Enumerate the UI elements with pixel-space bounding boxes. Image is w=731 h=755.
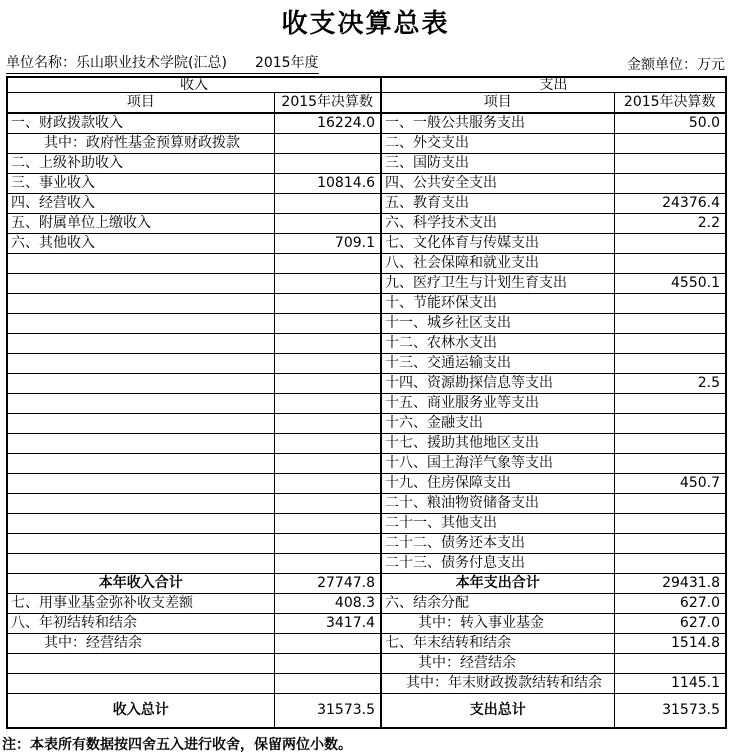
income-item-cell <box>7 354 274 374</box>
income-value-cell <box>274 314 381 334</box>
income-item-column-header: 项目 <box>7 93 274 114</box>
income-section-header: 收入 <box>7 77 381 93</box>
income-value-cell: 16224.0 <box>274 113 381 134</box>
table-row <box>7 654 726 674</box>
table-row <box>7 214 726 234</box>
final-accounts-table <box>6 76 727 729</box>
income-value-cell <box>274 274 381 294</box>
income-value-cell <box>274 674 381 694</box>
unit-and-year <box>6 52 319 74</box>
expense-value-cell: 627.0 <box>614 594 726 614</box>
income-item-cell <box>7 394 274 414</box>
expense-item-cell: 十四、资源勘探信息等支出 <box>381 374 614 394</box>
expense-item-cell: 十、节能环保支出 <box>381 294 614 314</box>
income-item-cell: 二、上级补助收入 <box>7 154 274 174</box>
expense-item-cell: 其中：年末财政拨款结转和结余 <box>381 674 614 694</box>
income-value-cell: 709.1 <box>274 234 381 254</box>
table-row <box>7 394 726 414</box>
income-value-cell <box>274 474 381 494</box>
expense-value-cell <box>614 234 726 254</box>
income-value-cell <box>274 214 381 234</box>
table-row <box>7 414 726 434</box>
table-row <box>7 174 726 194</box>
expense-item-cell: 二十三、债务付息支出 <box>381 554 614 574</box>
expense-value-cell: 1145.1 <box>614 674 726 694</box>
income-value-cell <box>274 134 381 154</box>
unit-name-label: 单位名称：乐山职业技术学院(汇总) <box>6 55 227 71</box>
income-item-cell <box>7 314 274 334</box>
expense-value-cell <box>614 434 726 454</box>
expense-value-cell <box>614 554 726 574</box>
income-value-cell: 31573.5 <box>274 694 381 729</box>
expense-value-cell: 24376.4 <box>614 194 726 214</box>
table-row <box>7 474 726 494</box>
table-row <box>7 374 726 394</box>
table-row <box>7 594 726 614</box>
income-value-cell <box>274 534 381 554</box>
table-row <box>7 254 726 274</box>
expense-item-cell: 十三、交通运输支出 <box>381 354 614 374</box>
expense-value-cell <box>614 394 726 414</box>
expense-item-cell: 四、公共安全支出 <box>381 174 614 194</box>
expense-value-cell <box>614 454 726 474</box>
table-row <box>7 434 726 454</box>
expense-value-cell <box>614 334 726 354</box>
amount-unit-label: 金额单位：万元 <box>627 57 725 73</box>
expense-value-cell: 2.5 <box>614 374 726 394</box>
expense-value-cell: 450.7 <box>614 474 726 494</box>
income-value-cell: 408.3 <box>274 594 381 614</box>
expense-item-cell: 十七、援助其他地区支出 <box>381 434 614 454</box>
income-value-cell: 10814.6 <box>274 174 381 194</box>
expense-value-cell: 627.0 <box>614 614 726 634</box>
table-row <box>7 634 726 654</box>
income-value-cell <box>274 434 381 454</box>
expense-item-cell: 十二、农林水支出 <box>381 334 614 354</box>
expense-value-cell: 1514.8 <box>614 634 726 654</box>
income-value-cell <box>274 334 381 354</box>
expense-value-cell <box>614 534 726 554</box>
expense-item-cell: 三、国防支出 <box>381 154 614 174</box>
income-item-cell: 六、其他收入 <box>7 234 274 254</box>
table-row <box>7 134 726 154</box>
income-value-cell <box>274 554 381 574</box>
section-header-row <box>7 77 726 93</box>
meta-line <box>6 54 725 74</box>
table-row <box>7 234 726 254</box>
expense-value-cell <box>614 294 726 314</box>
footnote: 注：本表所有数据按四舍五入进行收舍，保留两位小数。 <box>2 737 352 753</box>
income-item-cell: 七、用事业基金弥补收支差额 <box>7 594 274 614</box>
expense-item-cell: 十五、商业服务业等支出 <box>381 394 614 414</box>
income-value-cell <box>274 494 381 514</box>
income-item-cell: 其中：政府性基金预算财政拨款 <box>7 134 274 154</box>
table-row <box>7 113 726 134</box>
income-item-cell <box>7 274 274 294</box>
expense-item-column-header: 项目 <box>381 93 614 114</box>
table-row <box>7 454 726 474</box>
income-item-cell <box>7 454 274 474</box>
expense-value-cell <box>614 654 726 674</box>
income-item-cell: 五、附属单位上缴收入 <box>7 214 274 234</box>
table-row <box>7 614 726 634</box>
table-row <box>7 674 726 694</box>
income-item-cell <box>7 414 274 434</box>
expense-item-cell: 九、医疗卫生与计划生育支出 <box>381 274 614 294</box>
income-value-cell <box>274 374 381 394</box>
expense-value-column-header: 2015年决算数 <box>614 93 726 114</box>
table-row <box>7 294 726 314</box>
expense-item-cell: 十九、住房保障支出 <box>381 474 614 494</box>
expense-item-cell: 七、年末结转和结余 <box>381 634 614 654</box>
expense-value-cell: 29431.8 <box>614 574 726 594</box>
expense-item-cell: 其中：转入事业基金 <box>381 614 614 634</box>
income-value-cell <box>274 654 381 674</box>
income-item-cell: 三、事业收入 <box>7 174 274 194</box>
income-value-cell <box>274 634 381 654</box>
table-body <box>7 77 726 728</box>
expense-value-cell <box>614 174 726 194</box>
income-item-cell <box>7 434 274 454</box>
income-item-cell <box>7 254 274 274</box>
income-value-cell <box>274 394 381 414</box>
income-item-cell <box>7 654 274 674</box>
expense-item-cell: 十八、国土海洋气象等支出 <box>381 454 614 474</box>
income-value-cell <box>274 154 381 174</box>
table-row <box>7 514 726 534</box>
expense-item-cell: 八、社会保障和就业支出 <box>381 254 614 274</box>
income-value-column-header: 2015年决算数 <box>274 93 381 114</box>
income-item-cell: 其中：经营结余 <box>7 634 274 654</box>
income-item-cell <box>7 534 274 554</box>
expense-item-cell: 二十一、其他支出 <box>381 514 614 534</box>
expense-value-cell <box>614 354 726 374</box>
expense-item-cell: 六、科学技术支出 <box>381 214 614 234</box>
income-value-cell <box>274 454 381 474</box>
expense-item-cell: 二十二、债务还本支出 <box>381 534 614 554</box>
income-item-cell: 八、年初结转和结余 <box>7 614 274 634</box>
expense-value-cell <box>614 494 726 514</box>
expense-value-cell <box>614 154 726 174</box>
column-header-row <box>7 93 726 114</box>
income-value-cell <box>274 414 381 434</box>
fiscal-year-label: 2015年度 <box>254 55 319 71</box>
expense-value-cell: 4550.1 <box>614 274 726 294</box>
income-item-cell: 本年收入合计 <box>7 574 274 594</box>
income-item-cell <box>7 294 274 314</box>
expense-value-cell <box>614 254 726 274</box>
income-value-cell <box>274 354 381 374</box>
income-item-cell <box>7 374 274 394</box>
expense-value-cell <box>614 134 726 154</box>
table-row <box>7 314 726 334</box>
income-value-cell <box>274 194 381 214</box>
table-row <box>7 154 726 174</box>
expense-value-cell: 2.2 <box>614 214 726 234</box>
income-item-cell <box>7 334 274 354</box>
expense-value-cell <box>614 414 726 434</box>
income-item-cell <box>7 514 274 534</box>
table-row <box>7 354 726 374</box>
table-row <box>7 534 726 554</box>
income-item-cell <box>7 494 274 514</box>
income-item-cell: 四、经营收入 <box>7 194 274 214</box>
table-row <box>7 574 726 594</box>
expense-value-cell <box>614 314 726 334</box>
income-item-cell <box>7 474 274 494</box>
expense-item-cell: 一、一般公共服务支出 <box>381 113 614 134</box>
table-row <box>7 494 726 514</box>
income-value-cell: 27747.8 <box>274 574 381 594</box>
expense-item-cell: 支出总计 <box>381 694 614 729</box>
expense-item-cell: 十六、金融支出 <box>381 414 614 434</box>
expense-item-cell: 十一、城乡社区支出 <box>381 314 614 334</box>
table-row <box>7 274 726 294</box>
expense-value-cell: 31573.5 <box>614 694 726 729</box>
table-row <box>7 334 726 354</box>
expense-item-cell: 六、结余分配 <box>381 594 614 614</box>
expense-value-cell <box>614 514 726 534</box>
expense-item-cell: 二十、粮油物资储备支出 <box>381 494 614 514</box>
income-value-cell <box>274 254 381 274</box>
income-item-cell: 一、财政拨款收入 <box>7 113 274 134</box>
expense-item-cell: 二、外交支出 <box>381 134 614 154</box>
expense-item-cell: 七、文化体育与传媒支出 <box>381 234 614 254</box>
expense-item-cell: 本年支出合计 <box>381 574 614 594</box>
income-value-cell <box>274 514 381 534</box>
income-value-cell: 3417.4 <box>274 614 381 634</box>
income-item-cell <box>7 674 274 694</box>
table-row <box>7 554 726 574</box>
expense-item-cell: 五、教育支出 <box>381 194 614 214</box>
table-row <box>7 694 726 729</box>
expense-item-cell: 其中：经营结余 <box>381 654 614 674</box>
income-item-cell: 收入总计 <box>7 694 274 729</box>
income-item-cell <box>7 554 274 574</box>
expense-section-header: 支出 <box>381 77 726 93</box>
page-title: 收支决算总表 <box>281 9 450 39</box>
income-value-cell <box>274 294 381 314</box>
table-row <box>7 194 726 214</box>
expense-value-cell: 50.0 <box>614 113 726 134</box>
